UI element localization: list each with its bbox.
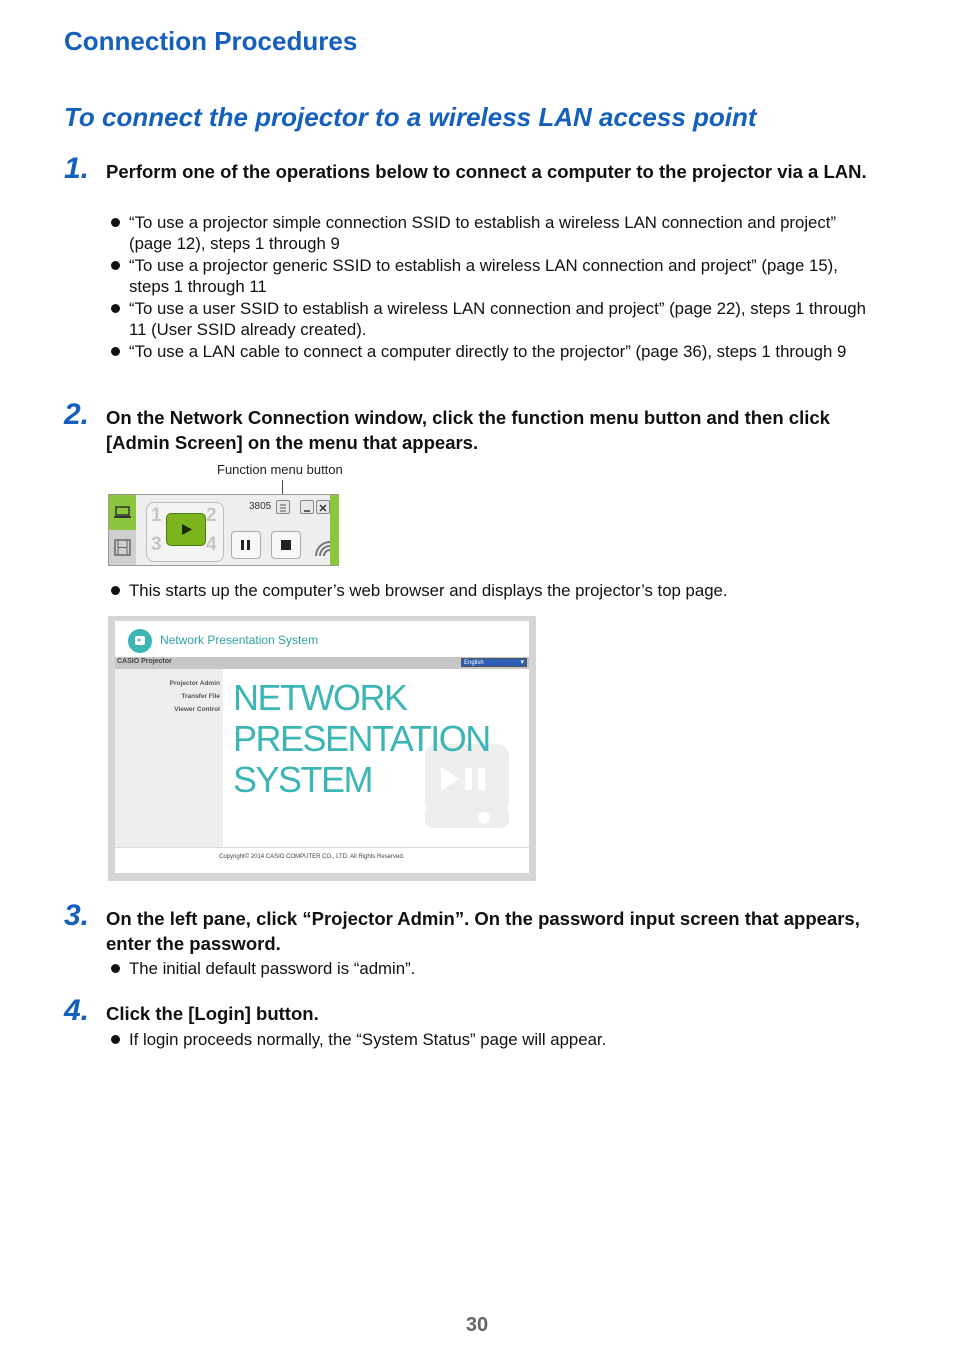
bullet-list xyxy=(108,580,878,602)
language-value: English xyxy=(464,660,484,666)
bullet-list xyxy=(108,1029,878,1051)
bullet-item: “To use a LAN cable to connect a computer directly to the projector” (page 36), steps 1 through 9 xyxy=(108,341,878,362)
section-title: Connection Procedures xyxy=(64,26,358,56)
menu-projector-admin[interactable]: Projector Admin xyxy=(169,680,220,687)
site-title: Network Presentation System xyxy=(160,633,319,647)
function-menu-button[interactable] xyxy=(276,500,290,514)
close-button[interactable] xyxy=(316,500,330,514)
bullet-item: “To use a user SSID to establish a wireless LAN connection and project” (page 22), steps 1 through 11 (User SSID already created). xyxy=(108,298,878,340)
screen-number[interactable]: 3 xyxy=(151,534,162,555)
network-connection-window xyxy=(108,494,339,566)
window-edge xyxy=(330,495,339,565)
menu-icon xyxy=(277,502,289,514)
bullet-list xyxy=(108,212,878,363)
stop-button[interactable] xyxy=(271,531,301,559)
screen-number[interactable]: 4 xyxy=(206,534,217,555)
minimize-button[interactable] xyxy=(300,500,314,514)
close-icon xyxy=(317,502,329,514)
bullet-item: This starts up the computer’s web browser and displays the projector’s top page. xyxy=(108,580,878,601)
computer-mode-tab[interactable] xyxy=(109,495,136,530)
browser-screenshot xyxy=(108,616,536,881)
menu-viewer-control[interactable]: Viewer Control xyxy=(174,706,220,713)
step-number: 1. xyxy=(64,152,90,185)
bullet-item: If login proceeds normally, the “System Status” page will appear. xyxy=(108,1029,878,1050)
connection-id: 3805 xyxy=(249,501,272,512)
play-button[interactable] xyxy=(166,513,206,546)
screen-number[interactable]: 1 xyxy=(151,505,162,526)
hero-line: NETWORK xyxy=(233,677,407,718)
step-number: 2. xyxy=(64,398,90,431)
pause-icon xyxy=(232,532,260,558)
screen-number[interactable]: 2 xyxy=(206,505,217,526)
play-icon xyxy=(167,514,205,545)
step-text: Click the [Login] button. xyxy=(106,1003,319,1024)
step-number: 4. xyxy=(64,994,90,1027)
bullet-list xyxy=(108,958,878,980)
minimize-icon xyxy=(301,502,313,514)
chevron-down-icon: ▾ xyxy=(520,659,524,666)
stop-icon xyxy=(272,532,300,558)
bullet-item: “To use a projector simple connection SSID to establish a wireless LAN connection and project” (page 12), steps 1 through 9 xyxy=(108,212,878,254)
step-text: Perform one of the operations below to connect a computer to the projector via a LAN. xyxy=(106,161,867,182)
language-select[interactable] xyxy=(461,658,527,667)
movie-mode-tab[interactable] xyxy=(109,530,136,565)
left-pane xyxy=(115,669,223,847)
menu-transfer-file[interactable]: Transfer File xyxy=(181,693,220,700)
projector-logo-icon xyxy=(128,629,152,653)
hero-line: PRESENTATION xyxy=(233,718,490,759)
pause-button[interactable] xyxy=(231,531,261,559)
header-bar xyxy=(115,657,529,669)
nps-logo xyxy=(128,629,152,653)
step-text: On the Network Connection window, click the function menu button and then click [Admin Screen] on the menu that appears. xyxy=(106,407,830,453)
header-bar-label: CASIO Projector xyxy=(117,658,172,665)
page-number: 30 xyxy=(465,1314,489,1336)
callout-label: Function menu button xyxy=(217,462,343,477)
bullet-item: The initial default password is “admin”. xyxy=(108,958,878,979)
projector-top-page xyxy=(115,621,529,873)
subsection-title: To connect the projector to a wireless LAN access point xyxy=(64,102,757,132)
step-text: On the left pane, click “Projector Admin”. On the password input screen that appears, enter the password. xyxy=(106,908,860,954)
film-icon xyxy=(109,530,136,565)
hero-line: SYSTEM xyxy=(233,759,373,800)
computer-icon xyxy=(109,495,136,530)
footer-divider xyxy=(115,847,529,848)
step-number: 3. xyxy=(64,899,90,932)
bullet-item: “To use a projector generic SSID to establish a wireless LAN connection and project” (page 15), steps 1 through 11 xyxy=(108,255,878,297)
copyright: Copyright© 2014 CASIO COMPUTER CO., LTD. All Rights Reserved. xyxy=(219,854,405,860)
